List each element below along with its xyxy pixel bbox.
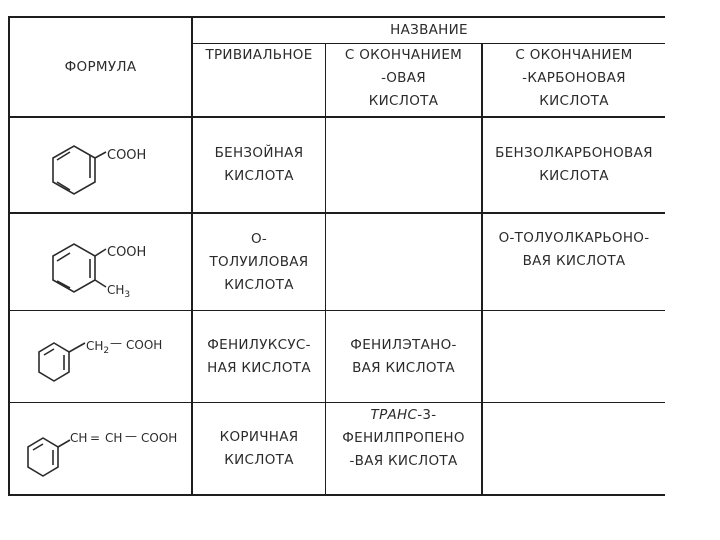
single-bond-dash: — bbox=[125, 429, 137, 443]
row2-trivial bbox=[193, 214, 325, 310]
row2-trivial-line: КИСЛОТА bbox=[224, 276, 294, 293]
formula-o-toluic-acid bbox=[10, 214, 191, 310]
row4-trivial bbox=[193, 403, 325, 494]
ring-double-bond bbox=[44, 349, 54, 355]
carboxyl-group: COOH bbox=[141, 431, 178, 445]
row1-trivial-line: БЕНЗОЙНАЯ bbox=[214, 145, 304, 161]
trans-prefix: ТРАНС bbox=[370, 406, 418, 423]
row2-carbon-line: ВАЯ КИСЛОТА bbox=[522, 253, 626, 269]
aromatic-bond bbox=[57, 152, 70, 160]
phenylacetic-acid-structure bbox=[10, 311, 191, 402]
cinnamic-acid-structure bbox=[10, 403, 191, 494]
formula-benzoic-acid bbox=[10, 118, 191, 212]
vinyl-group-2: CH bbox=[105, 431, 123, 445]
formula-phenylacetic-acid bbox=[10, 311, 191, 402]
header-carbon-line: -КАРБОНОВАЯ bbox=[522, 70, 626, 86]
table-border-bottom bbox=[8, 494, 665, 496]
carboxyl-group: COOH bbox=[107, 245, 147, 260]
methyl-group-index: 3 bbox=[124, 290, 131, 300]
header-ovaya-line: -ОВАЯ bbox=[381, 70, 426, 86]
o-toluic-acid-structure bbox=[10, 214, 191, 310]
row2-carbon bbox=[483, 220, 665, 280]
methyl-group-letters: CH bbox=[107, 283, 125, 297]
trans-prefix-rest: -3- bbox=[417, 406, 437, 423]
carboxyl-bond bbox=[95, 249, 106, 256]
row1-trivial-line: КИСЛОТА bbox=[224, 168, 294, 184]
header-formula-label: ФОРМУЛА bbox=[64, 58, 137, 75]
header-name-label: НАЗВАНИЕ bbox=[390, 22, 468, 38]
row3-ovaya-line: ВАЯ КИСЛОТА bbox=[352, 359, 455, 376]
methylene-group bbox=[86, 339, 109, 356]
row4-ovaya-line: -ВАЯ КИСЛОТА bbox=[349, 452, 458, 469]
benzene-ring bbox=[53, 244, 95, 292]
methylene-group-letters: CH bbox=[86, 339, 104, 353]
vinyl-group-1: CH bbox=[70, 431, 88, 445]
header-carbon-line: С ОКОНЧАНИЕМ bbox=[515, 47, 633, 63]
row3-trivial-line: НАЯ КИСЛОТА bbox=[207, 359, 311, 376]
methylene-group-index: 2 bbox=[103, 346, 110, 356]
benzene-ring bbox=[53, 146, 95, 194]
header-trivial-label: ТРИВИАЛЬНОЕ bbox=[205, 47, 313, 63]
header-name bbox=[193, 18, 665, 43]
carboxyl-bond bbox=[95, 152, 106, 158]
header-ovaya bbox=[326, 44, 481, 116]
carboxyl-group: COOH bbox=[107, 148, 147, 163]
carboxyl-group: COOH bbox=[126, 338, 163, 352]
row1-carbon-line: КИСЛОТА bbox=[539, 168, 609, 184]
row3-trivial-line: ФЕНИЛУКСУС- bbox=[207, 336, 311, 353]
benzoic-acid-structure bbox=[10, 118, 191, 212]
row3-trivial bbox=[193, 311, 325, 402]
header-formula bbox=[10, 18, 191, 116]
aromatic-bond bbox=[57, 281, 70, 288]
methyl-group bbox=[107, 283, 130, 300]
chain-bond bbox=[69, 343, 85, 352]
methyl-bond bbox=[95, 280, 106, 287]
row4-ovaya-prefix-line bbox=[371, 404, 437, 427]
row4-ovaya-line: ФЕНИЛПРОПЕНО bbox=[342, 429, 465, 446]
chain-bond bbox=[58, 440, 70, 447]
row2-carbon-line: О-ТОЛУОЛКАРЬОНО- bbox=[498, 230, 650, 246]
formula-cinnamic-acid bbox=[10, 403, 191, 494]
header-ovaya-line: КИСЛОТА bbox=[368, 93, 439, 109]
header-ovaya-line: С ОКОНЧАНИЕМ bbox=[344, 47, 463, 63]
row4-trivial-line: КОРИЧНАЯ bbox=[219, 428, 299, 445]
header-trivial bbox=[193, 44, 325, 116]
row4-trivial-line: КИСЛОТА bbox=[224, 451, 294, 468]
header-carbon-line: КИСЛОТА bbox=[539, 93, 609, 109]
double-bond: = bbox=[90, 431, 101, 445]
row1-trivial bbox=[193, 118, 325, 212]
aromatic-bond bbox=[57, 253, 70, 261]
row2-trivial-line: ТОЛУИЛОВАЯ bbox=[209, 253, 309, 270]
ring-double-bond bbox=[33, 444, 43, 450]
row3-ovaya bbox=[326, 311, 481, 402]
row4-ovaya bbox=[326, 403, 481, 473]
single-bond-dash: — bbox=[110, 336, 122, 350]
row1-carbon bbox=[483, 118, 665, 212]
row2-trivial-line: О- bbox=[250, 230, 268, 247]
header-carbon bbox=[483, 44, 665, 116]
row3-ovaya-line: ФЕНИЛЭТАНО- bbox=[350, 336, 457, 353]
row1-carbon-line: БЕНЗОЛКАРБОНОВАЯ bbox=[495, 145, 653, 161]
